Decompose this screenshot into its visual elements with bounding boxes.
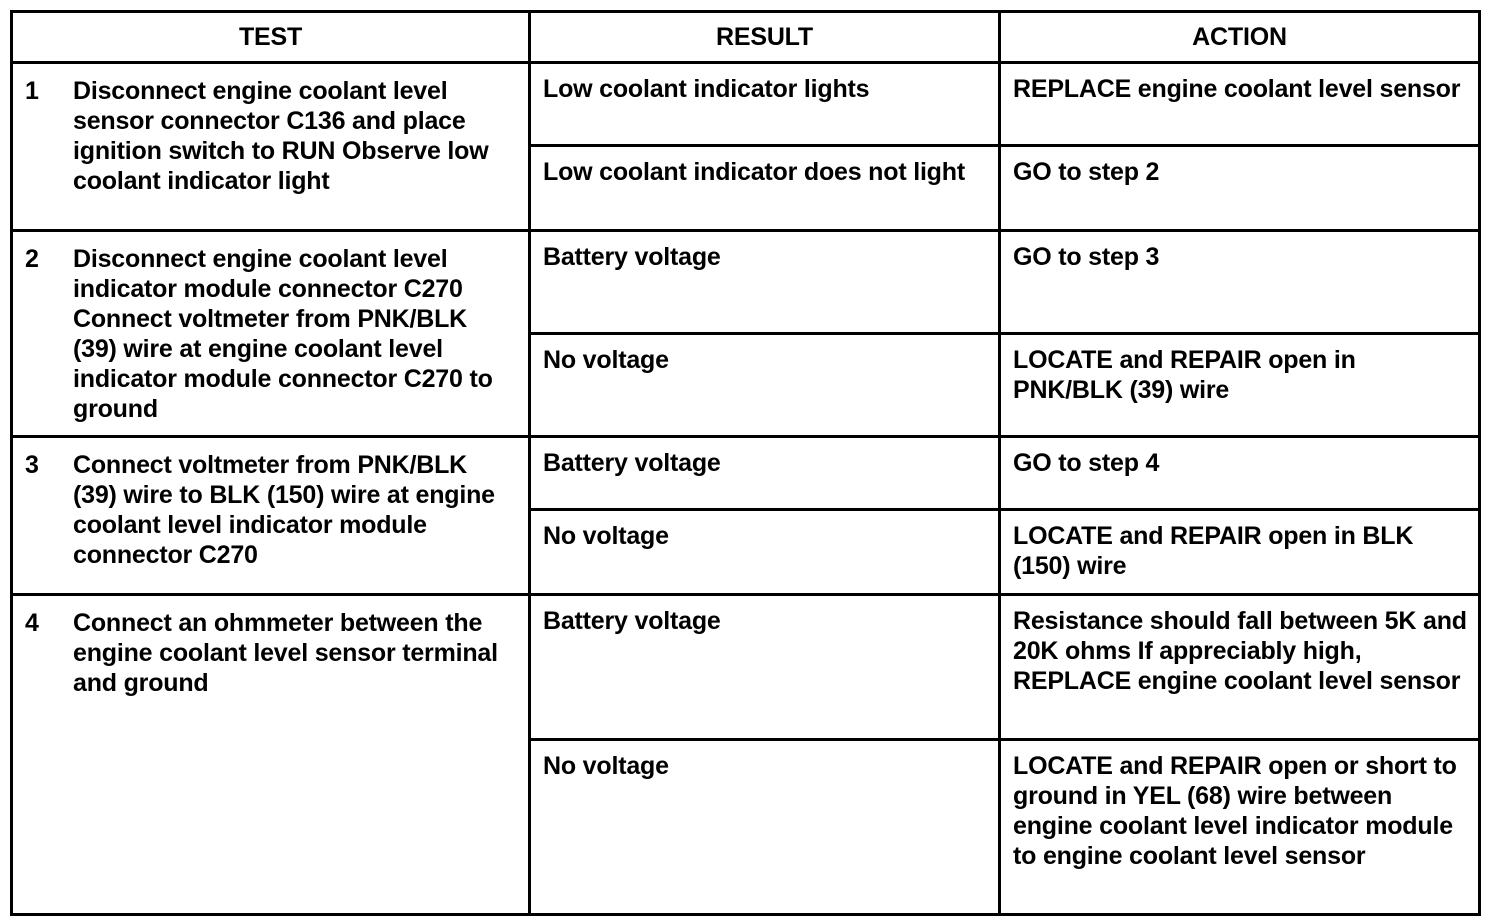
test-description: Connect an ohmmeter between the engine coolant level sensor terminal and ground [73, 609, 498, 697]
header-action: ACTION [1000, 12, 1480, 63]
step-number: 2 [25, 245, 39, 273]
result-cell: Low coolant indicator does not light [530, 146, 1000, 231]
action-cell: REPLACE engine coolant level sensor [1000, 63, 1480, 146]
action-cell: LOCATE and REPAIR open or short to ground in YEL (68) wire between engine coolant level indicator module to engine coolant level sensor [1000, 740, 1480, 915]
action-cell: LOCATE and REPAIR open in PNK/BLK (39) wire [1000, 334, 1480, 437]
header-result: RESULT [530, 12, 1000, 63]
result-cell: Battery voltage [530, 595, 1000, 740]
header-row [12, 12, 1480, 63]
test-description: Disconnect engine coolant level sensor connector C136 and place ignition switch to RUN Observe low coolant indicator light [73, 77, 489, 195]
action-cell: Resistance should fall between 5K and 20K ohms If appreciably high, REPLACE engine coolant level sensor [1000, 595, 1480, 740]
action-cell: LOCATE and REPAIR open in BLK (150) wire [1000, 510, 1480, 595]
test-cell-step-3 [12, 437, 530, 595]
result-cell: Battery voltage [530, 437, 1000, 510]
test-cell-step-1 [12, 63, 530, 231]
result-cell: No voltage [530, 740, 1000, 915]
test-description: Disconnect engine coolant level indicator module connector C270 Connect voltmeter from PNK/BLK (39) wire at engine coolant level indicator module connector C270 to ground [73, 245, 493, 423]
test-description: Connect voltmeter from PNK/BLK (39) wire to BLK (150) wire at engine coolant level indicator module connector C270 [73, 451, 495, 569]
action-cell: GO to step 3 [1000, 231, 1480, 334]
test-cell-step-2 [12, 231, 530, 437]
table-row [12, 231, 1480, 334]
result-cell: No voltage [530, 334, 1000, 437]
table-row [12, 595, 1480, 740]
action-cell: GO to step 2 [1000, 146, 1480, 231]
table-row [12, 63, 1480, 146]
diagnostic-table [10, 10, 1481, 916]
result-cell: Low coolant indicator lights [530, 63, 1000, 146]
action-cell: GO to step 4 [1000, 437, 1480, 510]
table-row [12, 437, 1480, 510]
step-number: 4 [25, 609, 39, 637]
step-number: 3 [25, 451, 39, 479]
step-number: 1 [25, 77, 39, 105]
result-cell: Battery voltage [530, 231, 1000, 334]
test-cell-step-4 [12, 595, 530, 915]
header-test: TEST [12, 12, 530, 63]
result-cell: No voltage [530, 510, 1000, 595]
diagnostic-table-container [10, 10, 1481, 916]
